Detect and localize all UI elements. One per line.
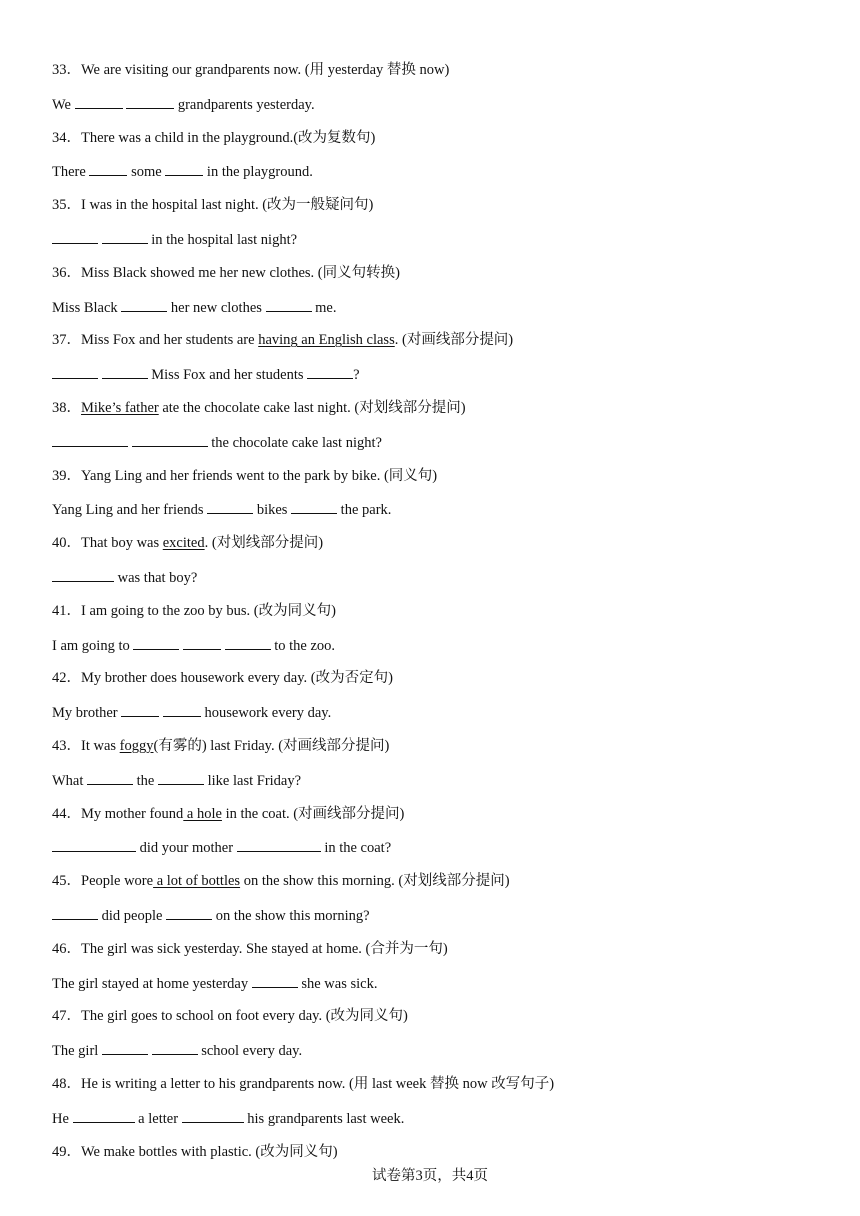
- question-number: 41．: [52, 602, 81, 619]
- text-segment: I am going to the zoo by bus. (改为同义句): [81, 602, 336, 619]
- text-segment: Yang Ling and her friends went to the park by bike. (同义句): [81, 467, 438, 484]
- answer-blank[interactable]: [183, 635, 221, 650]
- text-segment: My brother does housework every day. (改为否定句): [81, 670, 393, 687]
- answer-blank[interactable]: [207, 499, 253, 514]
- question-number: 38．: [52, 400, 81, 416]
- underlined-phrase: a lot of bottles: [153, 873, 241, 890]
- question-number: 35．: [52, 197, 81, 214]
- question-line: [52, 939, 448, 959]
- answer-line: [52, 567, 197, 588]
- question-number: 39．: [52, 467, 81, 484]
- question-number: 47．: [52, 1008, 81, 1025]
- text-segment: grandparents yesterday.: [174, 96, 315, 113]
- answer-blank[interactable]: [132, 432, 208, 447]
- answer-blank[interactable]: [307, 364, 353, 379]
- answer-line: [52, 837, 391, 858]
- text-segment: the park.: [337, 502, 392, 519]
- question-number: 44．: [52, 805, 81, 822]
- question-number: 40．: [52, 535, 81, 552]
- question-line: [52, 1074, 554, 1094]
- question-line: [52, 398, 466, 418]
- text-segment: in the hospital last night?: [147, 232, 298, 248]
- answer-blank[interactable]: [52, 837, 136, 852]
- question-number: 33．: [52, 62, 81, 78]
- answer-line: [52, 905, 370, 926]
- answer-blank[interactable]: [121, 702, 159, 717]
- text-segment: the: [133, 772, 158, 789]
- text-segment: The girl: [52, 1043, 102, 1060]
- text-segment: in the coat. (对画线部分提问): [221, 805, 405, 822]
- text-segment: housework every day.: [200, 705, 332, 722]
- answer-blank[interactable]: [102, 364, 148, 379]
- underlined-phrase: foggy: [119, 738, 154, 754]
- question-line: [52, 60, 449, 80]
- answer-line: [52, 635, 335, 656]
- text-segment: We make bottles with plastic. (改为同义句): [81, 1143, 338, 1160]
- answer-blank[interactable]: [166, 905, 212, 920]
- question-line: [52, 668, 393, 688]
- text-segment: Miss Black: [52, 299, 122, 316]
- text-segment: the chocolate cake last night?: [207, 434, 382, 451]
- text-segment: in the playground.: [203, 164, 313, 181]
- text-segment: was that boy?: [114, 570, 198, 586]
- text-segment: like last Friday?: [204, 772, 302, 789]
- text-segment: on the show this morning. (对划线部分提问): [240, 873, 510, 890]
- question-number: 36．: [52, 264, 81, 281]
- text-segment: school every day.: [197, 1043, 303, 1060]
- question-number: 48．: [52, 1076, 81, 1092]
- answer-blank[interactable]: [52, 432, 128, 447]
- text-segment: ?: [353, 367, 360, 384]
- text-segment: (有雾的) last Friday. (对画线部分提问): [153, 738, 390, 754]
- answer-blank[interactable]: [52, 364, 98, 379]
- question-line: [52, 804, 404, 824]
- answer-blank[interactable]: [225, 635, 271, 650]
- text-segment: There was a child in the playground.(改为复数句): [81, 129, 376, 146]
- text-segment: Miss Fox and her students: [147, 367, 308, 384]
- text-segment: her new clothes: [167, 299, 266, 316]
- text-segment: The girl stayed at home yesterday: [52, 975, 252, 992]
- text-segment: she was sick.: [297, 975, 378, 992]
- page-footer: 试卷第3页，共4页: [372, 1168, 488, 1184]
- text-segment: Miss Black showed me her new clothes. (同义句转换): [81, 264, 400, 281]
- text-segment: in the coat?: [320, 840, 392, 857]
- answer-blank[interactable]: [102, 229, 148, 244]
- text-segment: He is writing a letter to his grandparents now. (用 last week 替换 now 改写句子): [81, 1076, 555, 1092]
- answer-blank[interactable]: [126, 94, 174, 109]
- answer-blank[interactable]: [121, 297, 167, 312]
- answer-line: [52, 297, 337, 318]
- question-number: 49．: [52, 1143, 81, 1160]
- underlined-phrase: excited: [162, 535, 205, 552]
- text-segment: What: [52, 772, 88, 789]
- answer-line: [52, 432, 382, 453]
- answer-blank[interactable]: [237, 837, 321, 852]
- text-segment: ate the chocolate cake last night. (对划线部分提问): [158, 400, 466, 416]
- text-segment: Yang Ling and her friends: [52, 502, 208, 519]
- answer-line: [52, 1040, 302, 1061]
- answer-line: [52, 1108, 404, 1129]
- answer-blank[interactable]: [52, 229, 98, 244]
- answer-blank[interactable]: [158, 770, 204, 785]
- answer-line: [52, 364, 360, 385]
- text-segment: bikes: [253, 502, 292, 519]
- question-line: [52, 1142, 338, 1162]
- text-segment: Miss Fox and her students are: [81, 332, 259, 349]
- answer-line: [52, 229, 297, 250]
- text-segment: . (对划线部分提问): [204, 535, 324, 552]
- text-segment: I was in the hospital last night. (改为一般疑问句): [81, 197, 374, 214]
- answer-blank[interactable]: [152, 1040, 198, 1055]
- answer-blank[interactable]: [182, 1108, 244, 1123]
- text-segment: People wore: [81, 873, 154, 890]
- question-line: [52, 466, 437, 486]
- question-line: [52, 601, 336, 621]
- answer-blank[interactable]: [163, 702, 201, 717]
- question-number: 37．: [52, 332, 81, 349]
- text-segment: a letter: [134, 1110, 182, 1127]
- question-line: [52, 195, 373, 215]
- question-number: 42．: [52, 670, 81, 687]
- text-segment: did your mother: [136, 840, 237, 857]
- question-line: [52, 263, 400, 283]
- answer-blank[interactable]: [87, 770, 133, 785]
- question-line: [52, 871, 510, 891]
- answer-blank[interactable]: [133, 635, 179, 650]
- text-segment: We: [52, 96, 75, 113]
- text-segment: some: [127, 164, 166, 181]
- answer-line: [52, 770, 301, 791]
- text-segment: My mother found: [81, 805, 184, 822]
- answer-line: [52, 94, 315, 115]
- question-line: [52, 1006, 408, 1026]
- question-line: [52, 330, 513, 350]
- answer-blank[interactable]: [89, 161, 127, 176]
- text-segment: The girl was sick yesterday. She stayed at home. (合并为一句): [81, 940, 448, 957]
- text-segment: on the show this morning?: [212, 908, 370, 924]
- question-number: 46．: [52, 940, 81, 957]
- underlined-phrase: a hole: [183, 805, 222, 822]
- answer-blank[interactable]: [102, 1040, 148, 1055]
- answer-blank[interactable]: [75, 94, 123, 109]
- text-segment: . (对画线部分提问): [394, 332, 514, 349]
- text-segment: That boy was: [81, 535, 163, 552]
- text-segment: My brother: [52, 705, 122, 722]
- answer-blank[interactable]: [52, 567, 114, 582]
- question-line: [52, 533, 323, 553]
- answer-blank[interactable]: [73, 1108, 135, 1123]
- text-segment: did people: [98, 908, 167, 924]
- question-line: [52, 736, 389, 756]
- answer-line: [52, 973, 377, 994]
- question-number: 43．: [52, 738, 81, 754]
- underlined-phrase: Mike’s father: [81, 400, 159, 416]
- question-number: 45．: [52, 873, 81, 890]
- answer-line: [52, 702, 331, 723]
- text-segment: I am going to: [52, 637, 134, 654]
- answer-blank[interactable]: [52, 905, 98, 920]
- answer-line: [52, 499, 391, 520]
- answer-blank[interactable]: [291, 499, 337, 514]
- text-segment: me.: [311, 299, 337, 316]
- text-segment: He: [52, 1110, 73, 1127]
- text-segment: It was: [81, 738, 120, 754]
- answer-blank[interactable]: [165, 161, 203, 176]
- text-segment: There: [52, 164, 90, 181]
- text-segment: to the zoo.: [270, 637, 336, 654]
- underlined-phrase: having an English class: [258, 332, 395, 349]
- answer-blank[interactable]: [252, 973, 298, 988]
- answer-blank[interactable]: [266, 297, 312, 312]
- text-segment: We are visiting our grandparents now. (用 yesterday 替换 now): [81, 62, 450, 78]
- answer-line: [52, 161, 313, 182]
- question-number: 34．: [52, 129, 81, 146]
- text-segment: The girl goes to school on foot every day. (改为同义句): [81, 1008, 408, 1025]
- text-segment: his grandparents last week.: [243, 1110, 405, 1127]
- question-line: [52, 128, 375, 148]
